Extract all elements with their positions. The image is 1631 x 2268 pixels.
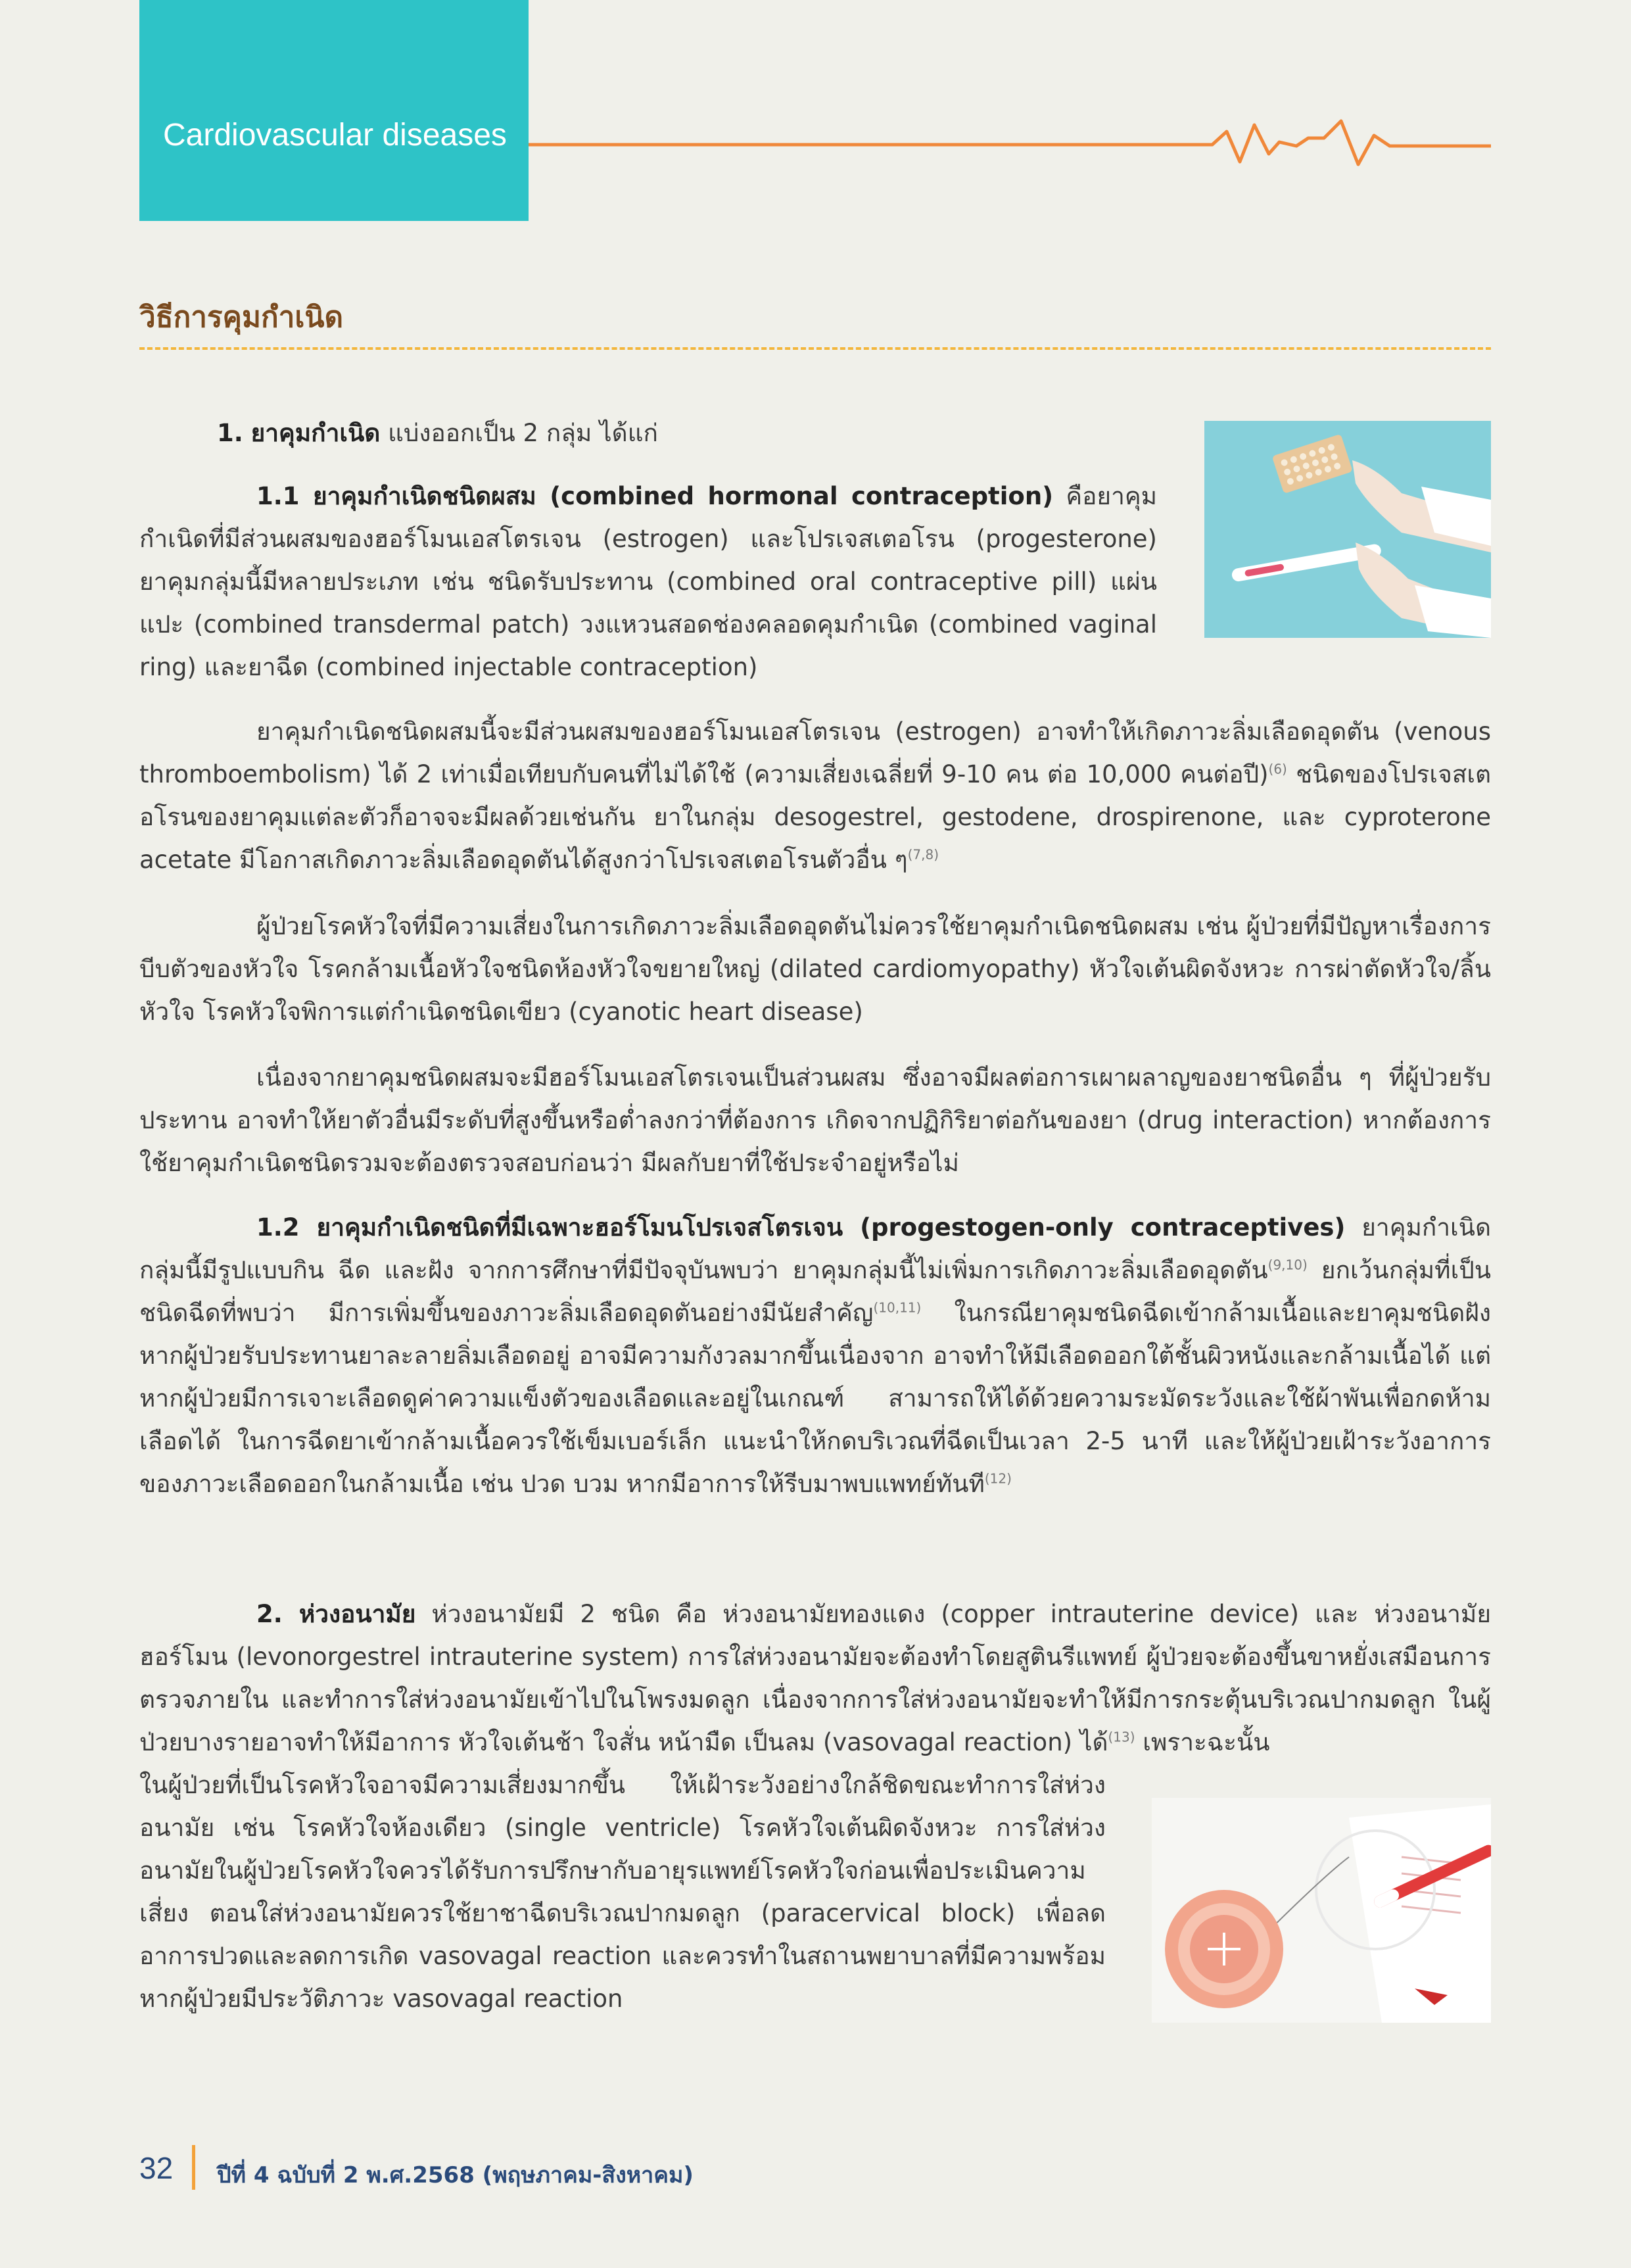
section-1-2-paragraph: [139, 1206, 1491, 1505]
header-banner: [139, 0, 529, 221]
paragraph-estrogen-risk: [139, 710, 1491, 881]
s2-text-2: เพราะฉะนั้น: [1135, 1728, 1270, 1756]
ref-10-11: (10,11): [873, 1299, 922, 1316]
paragraph-drug-interaction: [139, 1056, 1491, 1184]
s2-text: ห่วงอนามัยมี 2 ชนิด คือ ห่วงอนามัยทองแดง (copper intrauterine device) และ ห่วงอนามัยฮอร์โมน (levonorgestrel intrauterine system) การใส่ห่วงอนามัยจะต้องทำโดยสูตินรีแพทย์ ผู้ป่วยจะต้องขึ้นขาหยั่งเสมือนการตรวจภายใน และทำการใส่ห่วงอนามัยเข้าไปในโพรงมดลูก เนื่องจากการใส่ห่วงอนามัยจะทำให้มีการกระตุ้นบริเวณปากมดลูก ในผู้ป่วยบางรายอาจทำให้มีอาการ หัวใจเต้นช้า ใจสั่น หน้ามืด เป็นลม (vasovagal reaction) ได้: [139, 1600, 1491, 1756]
p3-text: ผู้ป่วยโรคหัวใจที่มีความเสี่ยงในการเกิดภาวะลิ่มเลือดอุดตันไม่ควรใช้ยาคุมกำเนิดชนิดผสม เช่น ผู้ป่วยที่มีปัญหาเรื่องการบีบตัวของหัวใจ โรคกล้ามเนื้อหัวใจชนิดห้องหัวใจขยายใหญ่ (dilated cardiomyopathy) หัวใจเต้นผิดจังหวะ การผ่าตัดหัวใจ/ลิ้นหัวใจ โรคหัวใจพิการแต่กำเนิดชนิดเขียว (cyanotic heart disease): [139, 912, 1491, 1026]
ref-13: (13): [1108, 1729, 1135, 1745]
ref-12: (12): [984, 1470, 1012, 1487]
contraceptive-pills-photo: [1204, 421, 1491, 638]
p2-text-2: ชนิดของโปรเจสเตอโรนของยาคุมแต่ละตัวก็อาจจะมีผลด้วยเช่นกัน ยาในกลุ่ม desogestrel, gestodene, drospirenone, และ cyproterone acetate มีโอกาสเกิดภาวะลิ่มเลือดอุดตันได้สูงกว่าโปรเจสเตอโรนตัวอื่น ๆ: [139, 760, 1492, 874]
section-header-title: Cardiovascular diseases: [163, 118, 507, 153]
section-2-paragraph: [139, 1593, 1491, 1764]
title-dashed-divider: [139, 347, 1491, 350]
section-1-number: 1.: [217, 419, 243, 447]
section-1-heading: [139, 412, 1165, 454]
section-2-continuation: [139, 1764, 1106, 2020]
p2-text: ยาคุมกำเนิดชนิดผสมนี้จะมีส่วนผสมของฮอร์โมนเอสโตรเจน (estrogen) อาจทำให้เกิดภาวะลิ่มเลือดอุดตัน (venous thromboembolism) ได้ 2 เท่าเมื่อเทียบกับคนที่ไม่ได้ใช้ (ความเสี่ยงเฉลี่ยที่ 9-10 คน ต่อ 10,000 คนต่อปี): [139, 717, 1491, 788]
iud-photo: [1152, 1798, 1491, 2023]
s12-text-2: ยกเว้นกลุ่มที่เป็นชนิดฉีดที่พบว่า มีการเพิ่มขึ้นของภาวะลิ่มเลือดอุดตันอย่างมีนัยสำคัญ: [139, 1256, 1491, 1327]
ref-6: (6): [1268, 761, 1287, 777]
s12-text: ยาคุมกำเนิดกลุ่มนี้มีรูปแบบกิน ฉีด และฝัง จากการศึกษาที่มีปัจจุบันพบว่า ยาคุมกลุ่มนี้ไม่เพิ่มการเกิดภาวะลิ่มเลือดอุดตัน: [139, 1213, 1491, 1284]
page-number: 32: [139, 2151, 174, 2185]
section-1-1-paragraph: [139, 475, 1157, 688]
section-1-text: แบ่งออกเป็น 2 กลุ่ม ได้แก่: [380, 419, 658, 447]
section-2-bold: 2. ห่วงอนามัย: [256, 1600, 416, 1628]
section-title: วิธีการคุมกำเนิด: [139, 301, 344, 334]
section-1-1-bold: 1.1 ยาคุมกำเนิดชนิดผสม (combined hormonal contraception): [256, 482, 1054, 510]
ecg-line-decoration: [529, 112, 1491, 178]
s12-text-3: ในกรณียาคุมชนิดฉีดเข้ากล้ามเนื้อและยาคุมชนิดฝัง หากผู้ป่วยรับประทานยาละลายลิ่มเลือดอยู่ อาจมีความกังวลมากขึ้นเนื่องจาก อาจทำให้มีเลือดออกใต้ชั้นผิวหนังและกล้ามเนื้อได้ แต่หากผู้ป่วยมีการเจาะเลือดดูค่าความแข็งตัวของเลือดและอยู่ในเกณฑ์ สามารถให้ได้ด้วยความระมัดระวังและใช้ผ้าพันเพื่อกดห้ามเลือดได้ ในการฉีดยาเข้ากล้ามเนื้อควรใช้เข็มเบอร์เล็ก แนะนำให้กดบริเวณที่ฉีดเป็นเวลา 2-5 นาที และให้ผู้ป่วยเฝ้าระวังอาการของภาวะเลือดออกในกล้ามเนื้อ เช่น ปวด บวม หากมีอาการให้รีบมาพบแพทย์ทันที: [139, 1299, 1491, 1498]
section-1-1-text: คือยาคุมกำเนิดที่มีส่วนผสมของฮอร์โมนเอสโตรเจน (estrogen) และโปรเจสเตอโรน (progesterone) ยาคุมกลุ่มนี้มีหลายประเภท เช่น ชนิดรับประทาน (combined oral contraceptive pill) แผ่นแปะ (combined transdermal patch) วงแหวนสอดช่องคลอดคุมกำเนิด (combined vaginal ring) และยาฉีด (combined injectable contraception): [139, 482, 1157, 681]
footer-divider: [192, 2145, 195, 2190]
ref-7-8: (7,8): [907, 846, 939, 863]
ref-9-10: (9,10): [1267, 1257, 1308, 1273]
section-1-bold: ยาคุมกำเนิด: [250, 419, 381, 447]
section-1-2-bold: 1.2 ยาคุมกำเนิดชนิดที่มีเฉพาะฮอร์โมนโปรเจสโตรเจน (progestogen-only contraceptives): [256, 1213, 1346, 1242]
issue-info: ปีที่ 4 ฉบับที่ 2 พ.ศ.2568 (พฤษภาคม-สิงหาคม): [217, 2162, 694, 2188]
p4-text: เนื่องจากยาคุมชนิดผสมจะมีฮอร์โมนเอสโตรเจนเป็นส่วนผสม ซึ่งอาจมีผลต่อการเผาผลาญของยาชนิดอื่น ๆ ที่ผู้ป่วยรับประทาน อาจทำให้ยาตัวอื่นมีระดับที่สูงขึ้นหรือต่ำลงกว่าที่ต้องการ เกิดจากปฏิกิริยาต่อกันของยา (drug interaction) หากต้องการใช้ยาคุมกำเนิดชนิดรวมจะต้องตรวจสอบก่อนว่า มีผลกับยาที่ใช้ประจำอยู่หรือไม่: [139, 1063, 1491, 1177]
paragraph-heart-patients: [139, 905, 1491, 1033]
s2-text-3: ในผู้ป่วยที่เป็นโรคหัวใจอาจมีความเสี่ยงมากขึ้น ให้เฝ้าระวังอย่างใกล้ชิดขณะทำการใส่ห่วงอนามัย เช่น โรคหัวใจห้องเดียว (single ventricle) โรคหัวใจเต้นผิดจังหวะ การใส่ห่วงอนามัยในผู้ป่วยโรคหัวใจควรได้รับการปรึกษากับอายุรแพทย์โรคหัวใจก่อนเพื่อประเมินความเสี่ยง ตอนใส่ห่วงอนามัยควรใช้ยาชาฉีดบริเวณปากมดลูก (paracervical block) เพื่อลดอาการปวดและลดการเกิด vasovagal reaction และควรทำในสถานพยาบาลที่มีความพร้อมหากผู้ป่วยมีประวัติภาวะ vasovagal reaction: [139, 1771, 1106, 2013]
